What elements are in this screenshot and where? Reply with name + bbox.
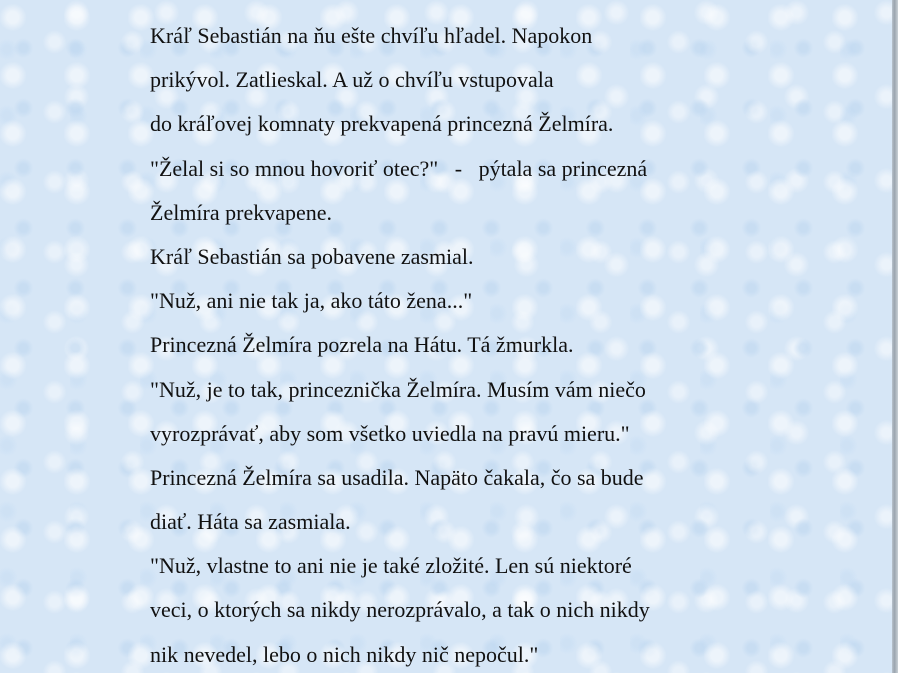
text-line: do kráľovej komnaty prekvapená princezná Želmíra.	[150, 111, 614, 137]
text-line: veci, o ktorých sa nikdy nerozprávalo, a tak o nich nikdy	[150, 597, 650, 623]
text-line: Princezná Želmíra sa usadila. Napäto čakala, čo sa bude	[150, 464, 644, 490]
text-line: "Nuž, ani nie tak ja, ako táto žena..."	[150, 288, 473, 314]
text-line: vyrozprávať, aby som všetko uviedla na pravú mieru."	[150, 420, 630, 446]
text-line: "Nuž, vlastne to ani nie je také zložité. Len sú niektoré	[150, 553, 632, 579]
story-text	[150, 0, 850, 673]
window-edge	[892, 0, 898, 673]
text-line: "Nuž, je to tak, princeznička Želmíra. Musím vám niečo	[150, 376, 646, 402]
text-line: Kráľ Sebastián na ňu ešte chvíľu hľadel. Napokon	[150, 23, 593, 48]
text-line: prikývol. Zatlieskal. A už o chvíľu vstupovala	[150, 67, 554, 93]
text-line: Princezná Želmíra pozrela na Hátu. Tá žmurkla.	[150, 332, 574, 358]
text-line: Želmíra prekvapene.	[150, 199, 333, 225]
text-line: diať. Háta sa zasmiala.	[150, 509, 351, 535]
text-line: Kráľ Sebastián sa pobavene zasmial.	[150, 243, 474, 269]
text-line: nik nevedel, lebo o nich nikdy nič nepočul."	[150, 641, 539, 667]
text-line: "Želal si so mnou hovoriť otec?" - pýtala sa princezná	[150, 155, 648, 181]
